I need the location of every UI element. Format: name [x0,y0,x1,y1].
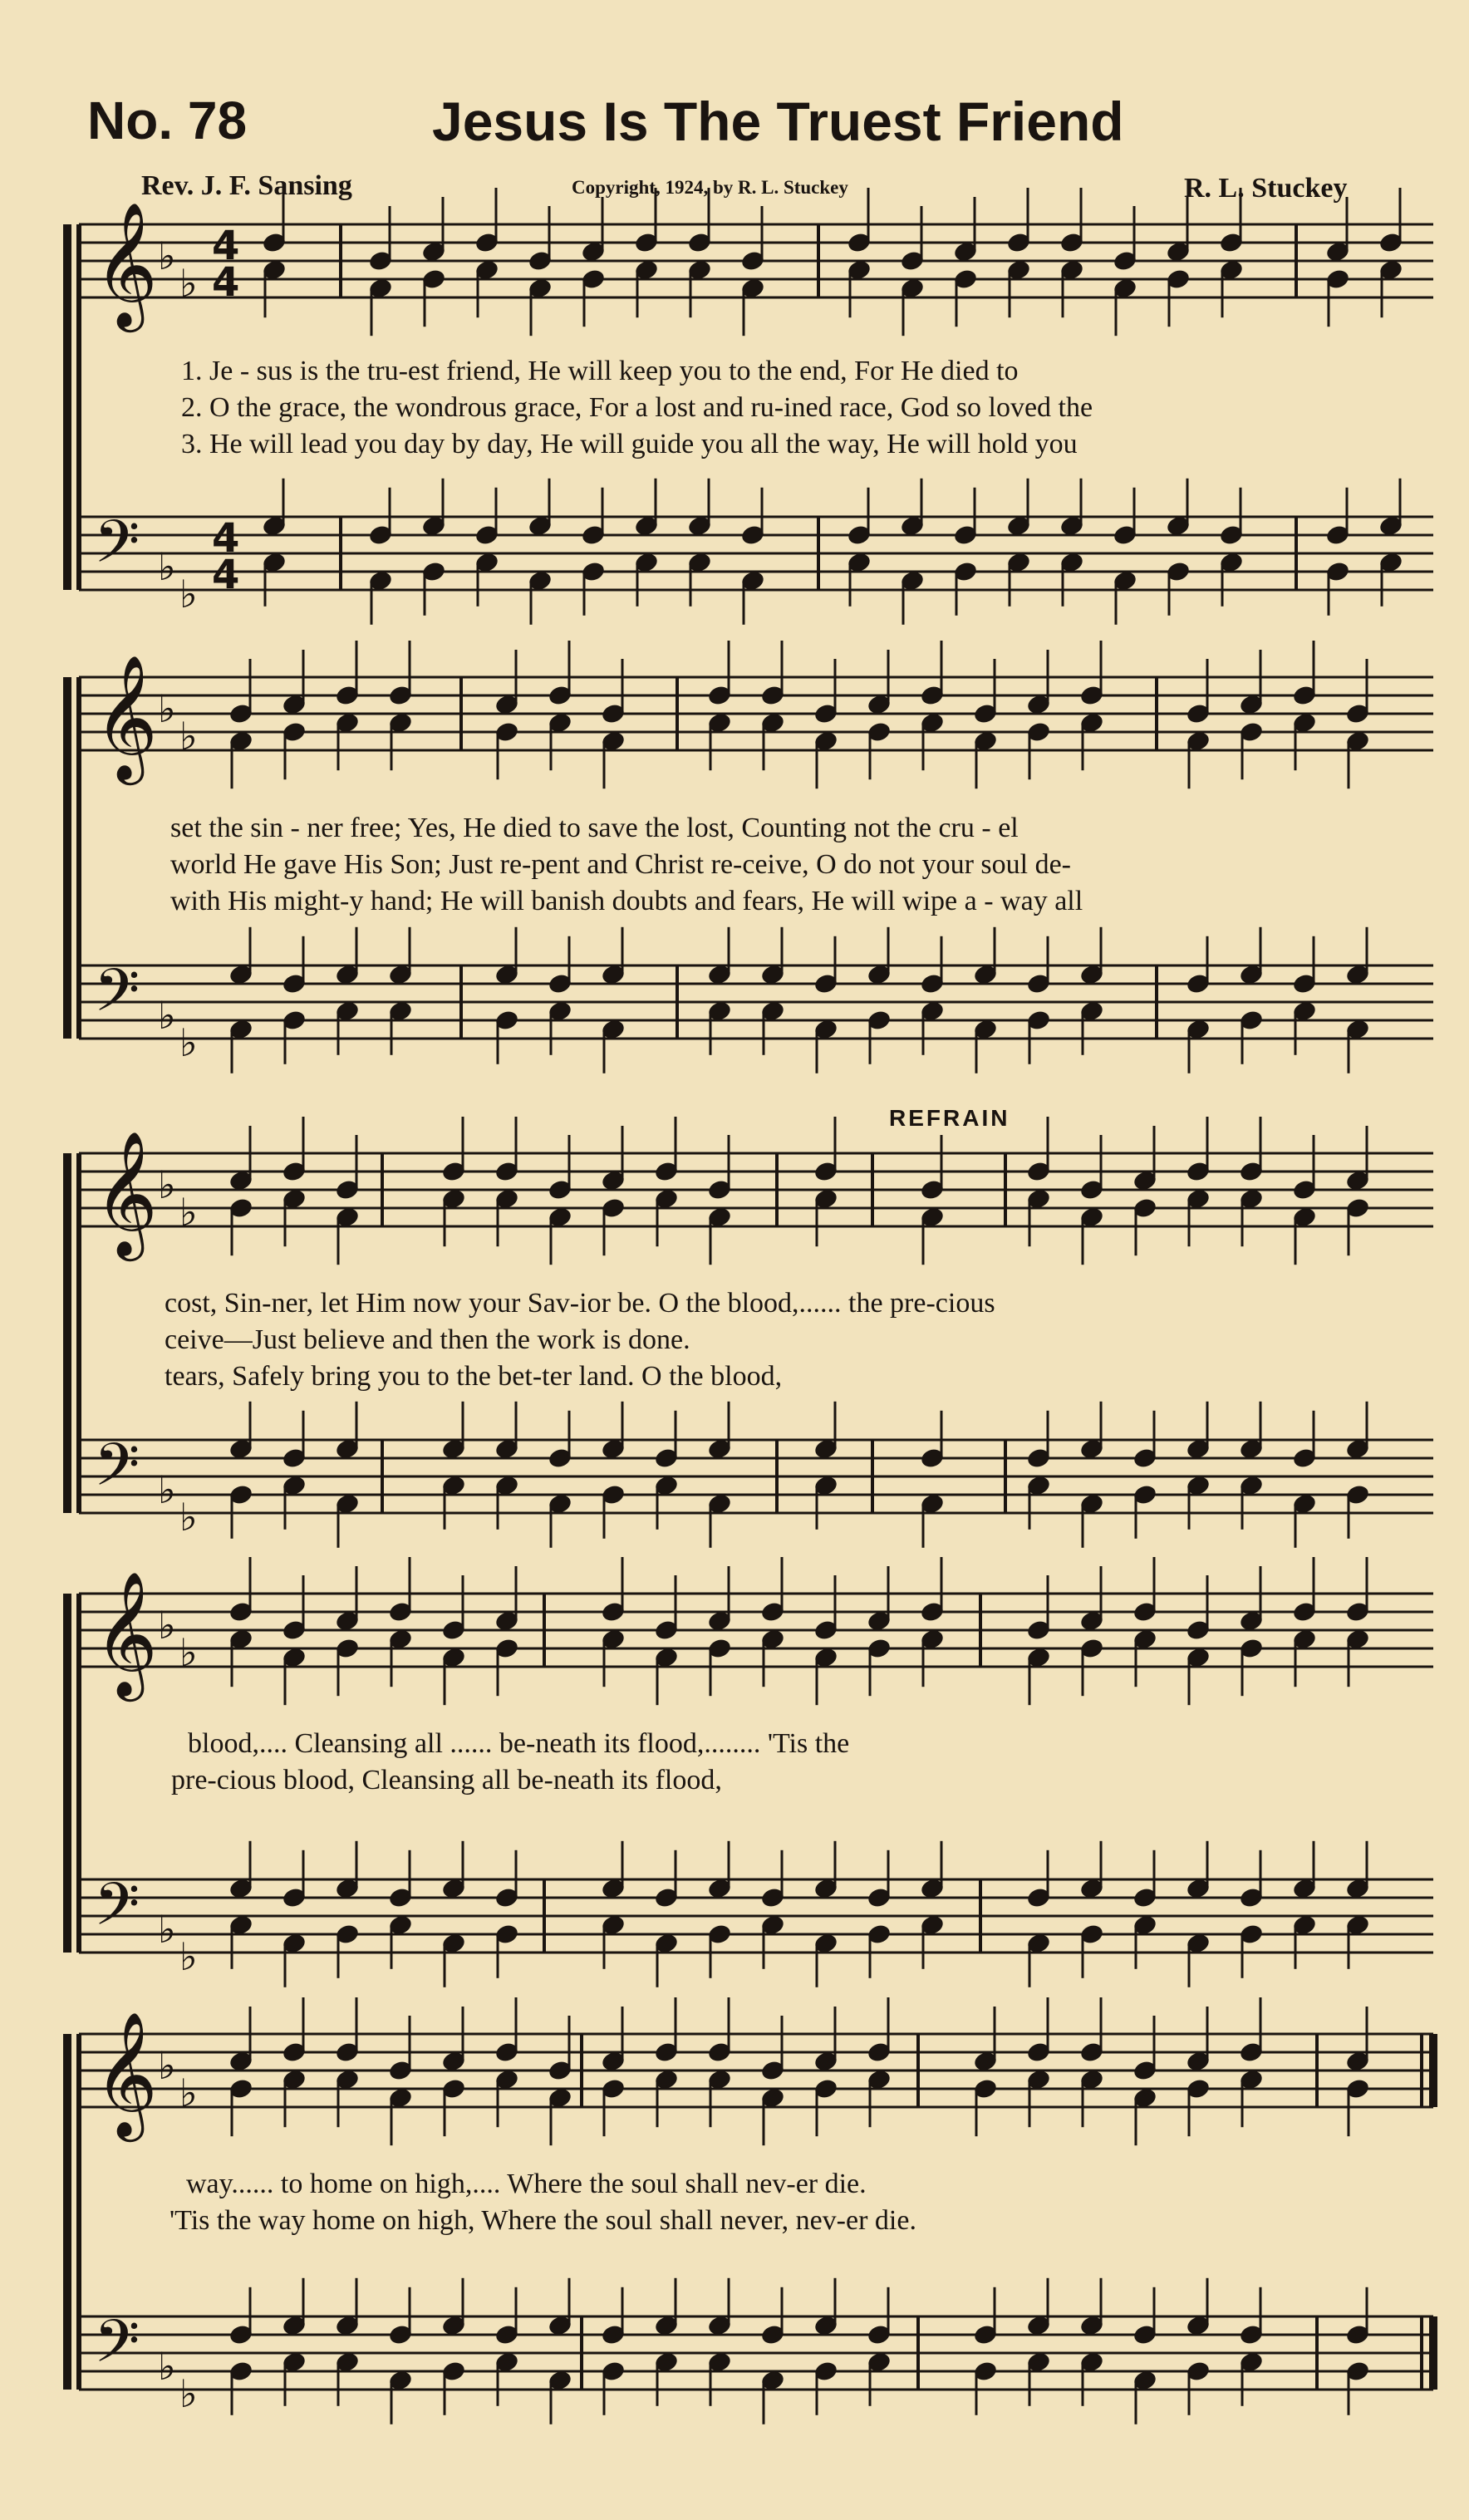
bass-clef-icon: 𝄢 [94,2307,140,2391]
lyric-line: blood,.... Cleansing all ...... be-neath its flood,........ 'Tis the [188,1728,850,1759]
flat-icon: ♭ [158,686,176,731]
flat-icon: ♭ [179,1630,198,1675]
flat-icon: ♭ [179,714,198,759]
hymn-number: No. 78 [87,91,248,150]
flat-icon: ♭ [158,1907,176,1952]
flat-icon: ♭ [179,2371,198,2416]
lyric-line: pre-cious blood, Cleansing all be-neath its flood, [171,1765,722,1795]
lyric-line: tears, Safely bring you to the bet-ter land. O the blood, [165,1361,783,1392]
flat-icon: ♭ [158,2043,176,2088]
flat-icon: ♭ [179,261,198,306]
flat-icon: ♭ [179,1190,198,1235]
treble-clef-icon: 𝄞 [94,653,158,780]
copyright: Copyright, 1924, by R. L. Stuckey [572,177,848,198]
hymn-title: Jesus Is The Truest Friend [432,91,1124,152]
lyric-line: 1. Je - sus is the tru-est friend, He will keep you to the end, For He died to [181,356,1019,386]
flat-icon: ♭ [179,1020,198,1065]
lyric-line: 'Tis the way home on high, Where the soul shall never, nev-er die. [170,2205,916,2236]
flat-icon: ♭ [179,1495,198,1540]
lyric-line: world He gave His Son; Just re-pent and Christ re-ceive, O do not your soul de- [170,849,1071,880]
flat-icon: ♭ [158,1467,176,1512]
flat-icon: ♭ [179,1934,198,1979]
lyric-line: 3. He will lead you day by day, He will guide you all the way, He will hold you [181,429,1078,459]
lyric-line: 2. O the grace, the wondrous grace, For a lost and ru-ined race, God so loved the [181,392,1093,423]
lyric-line: ceive—Just believe and then the work is done. [165,1324,690,1355]
bass-clef-icon: 𝄢 [94,1870,140,1954]
flat-icon: ♭ [158,1603,176,1648]
time-signature-top: 4 [212,515,240,562]
flat-icon: ♭ [158,1162,176,1207]
lyric-line: with His might-y hand; He will banish doubts and fears, He will wipe a - way all [170,886,1083,916]
time-signature-bottom: 4 [212,259,240,306]
bass-clef-icon: 𝄢 [94,508,140,592]
lyric-line: way...... to home on high,.... Where the soul shall nev-er die. [186,2169,867,2199]
treble-clef-icon: 𝄞 [94,1129,158,1256]
treble-clef-icon: 𝄞 [94,2010,158,2137]
treble-clef-icon: 𝄞 [94,200,158,327]
flat-icon: ♭ [179,2071,198,2115]
time-signature-top: 4 [212,223,240,269]
treble-clef-icon: 𝄞 [94,1569,158,1697]
time-signature-bottom: 4 [212,552,240,598]
flat-icon: ♭ [158,993,176,1038]
flat-icon: ♭ [158,233,176,278]
refrain-label: REFRAIN [889,1105,1010,1131]
bass-clef-icon: 𝄢 [94,956,140,1040]
lyric-line: set the sin - ner free; Yes, He died to save the lost, Counting not the cru - el [170,813,1019,843]
flat-icon: ♭ [158,544,176,589]
flat-icon: ♭ [179,572,198,616]
author: Rev. J. F. Sansing [141,170,352,201]
composer: R. L. Stuckey [1184,173,1348,204]
flat-icon: ♭ [158,2344,176,2389]
lyric-line: cost, Sin-ner, let Him now your Sav-ior be. O the blood,...... the pre-cious [165,1288,995,1319]
bass-clef-icon: 𝄢 [94,1431,140,1515]
